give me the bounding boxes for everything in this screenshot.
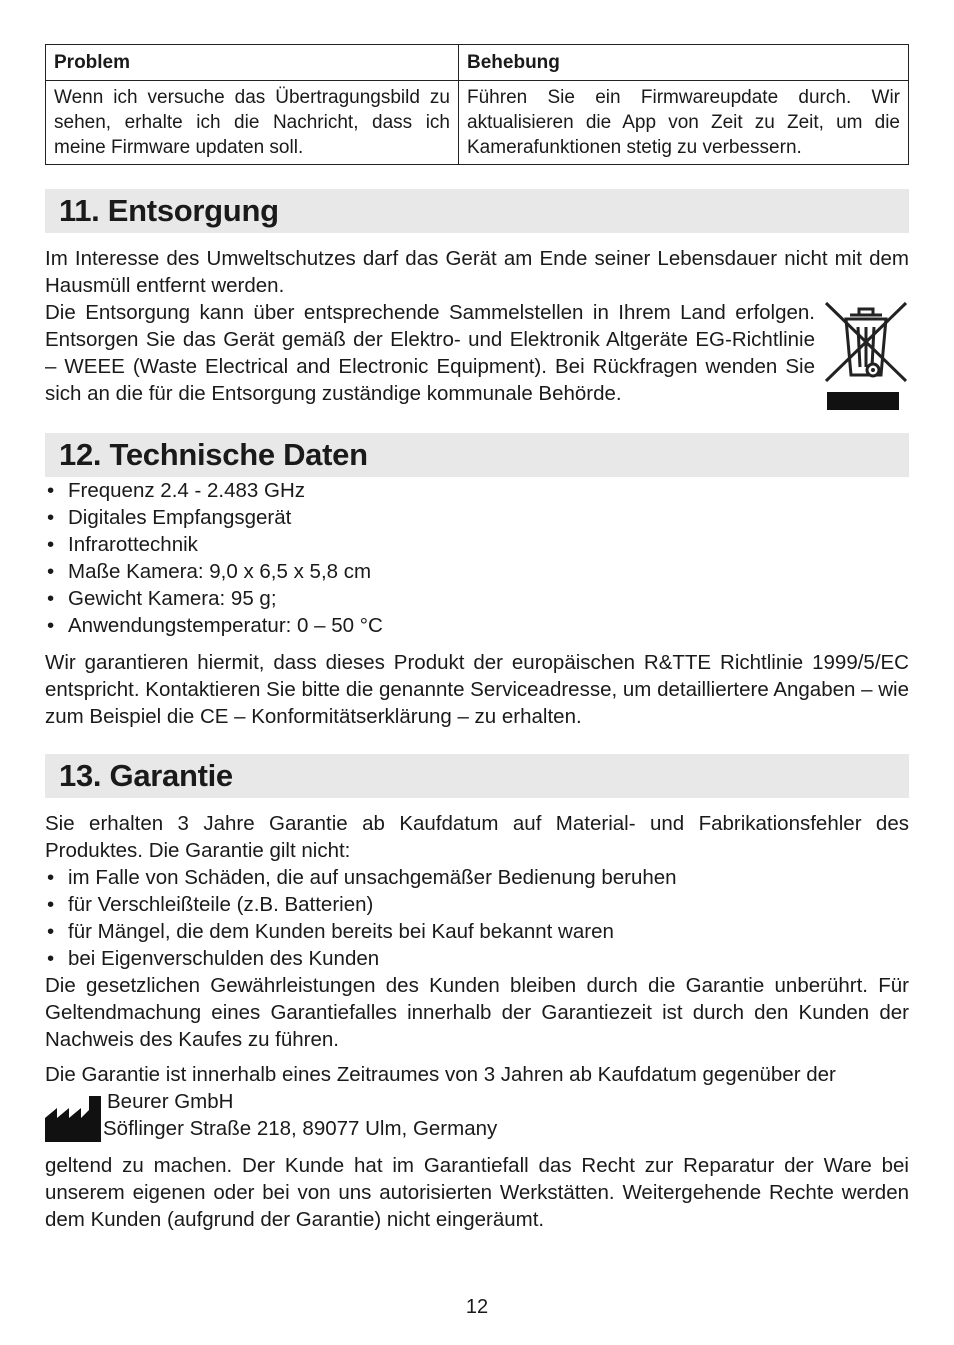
list-item: • Gewicht Kamera: 95 g; bbox=[47, 587, 277, 610]
table-header-row bbox=[46, 45, 909, 81]
page-number: 12 bbox=[465, 1296, 489, 1318]
list-item: • im Falle von Schäden, die auf unsachgemäßer Bedienung beruhen bbox=[47, 866, 677, 889]
manufacturer-address bbox=[103, 1088, 497, 1142]
table-header-solution: Behebung bbox=[459, 45, 909, 81]
table-header-problem: Problem bbox=[46, 45, 459, 81]
manufacturer-factory-icon bbox=[45, 1096, 101, 1142]
list-item: • für Verschleißteile (z.B. Batterien) bbox=[47, 893, 374, 916]
manual-page bbox=[45, 44, 909, 1233]
technical-data-list bbox=[45, 477, 909, 639]
section-heading-technical-data bbox=[45, 433, 909, 477]
warranty-paragraph-2: Die gesetzlichen Gewährleistungen des Kunden bleiben durch die Garantie unberührt. Für Geltendmachung eines Garantiefalles innerhalb der Garantiezeit ist durch den Kunden der Nachweis des Kaufes zu führen. bbox=[45, 974, 909, 1051]
list-item: • Maße Kamera: 9,0 x 6,5 x 5,8 cm bbox=[47, 560, 372, 583]
company-address: Söflinger Straße 218, 89077 Ulm, Germany bbox=[103, 1117, 498, 1140]
company-name: Beurer GmbH bbox=[107, 1090, 234, 1113]
list-item: • Infrarottechnik bbox=[47, 533, 198, 556]
warranty-exclusions-list bbox=[45, 864, 909, 972]
list-item: • für Mängel, die dem Kunden bereits bei Kauf bekannt waren bbox=[47, 920, 614, 943]
section-title: 12. Technische Daten bbox=[59, 437, 368, 472]
list-item: • Digitales Empfangsgerät bbox=[47, 506, 292, 529]
warranty-paragraph-1: Sie erhalten 3 Jahre Garantie ab Kaufdatum auf Material- und Fabrikationsfehler des Produktes. Die Garantie gilt nicht: bbox=[45, 812, 909, 862]
warranty-paragraph-3: Die Garantie ist innerhalb eines Zeitraumes von 3 Jahren ab Kaufdatum gegenüber der bbox=[45, 1063, 836, 1086]
section-heading-disposal bbox=[45, 189, 909, 233]
weee-crossed-bin-icon bbox=[823, 299, 909, 413]
table-row bbox=[46, 81, 909, 165]
table-cell-problem: Wenn ich versuche das Übertragungsbild zu sehen, erhalte ich die Nachricht, dass ich meine Firmware updaten soll. bbox=[46, 81, 459, 165]
disposal-paragraph-2: Die Entsorgung kann über entsprechende Sammelstellen in Ihrem Land erfolgen. Entsorgen Sie das Gerät gemäß der Elektro- und Elektronik Altgeräte EG-Richtlinie – WEEE (Waste Electrical and Electronic Equipment). Bei Rückfragen wenden Sie sich an die für die Entsorgung zuständige kommunale Behörde. bbox=[45, 301, 815, 405]
disposal-paragraph-1: Im Interesse des Umweltschutzes darf das Gerät am Ende seiner Lebensdauer nicht mit dem Hausmüll entfernt werden. bbox=[45, 247, 909, 297]
warranty-paragraph-4: geltend zu machen. Der Kunde hat im Garantiefall das Recht zur Reparatur der Ware bei unserem eigenen oder bei von uns autorisierten Werkstätten. Weitergehende Rechte werden dem Kunden (aufgrund der Garantie) nicht eingeräumt. bbox=[45, 1154, 909, 1231]
disposal-block bbox=[45, 299, 909, 413]
table-cell-solution: Führen Sie ein Firmwareupdate durch. Wir aktualisieren die App von Zeit zu Zeit, um die Kamerafunktionen stetig zu verbessern. bbox=[459, 81, 909, 165]
manufacturer-block bbox=[45, 1088, 909, 1142]
conformity-paragraph: Wir garantieren hiermit, dass dieses Produkt der europäischen R&TTE Richtlinie 1999/5/EC entspricht. Kontaktieren Sie bitte die genannte Serviceadresse, um detailliertere Angaben – wie zum Beispiel die CE – Konformitätserklärung – zu erhalten. bbox=[45, 651, 909, 728]
section-title: 11. Entsorgung bbox=[59, 193, 279, 228]
list-item: • Frequenz 2.4 - 2.483 GHz bbox=[47, 479, 306, 502]
section-title: 13. Garantie bbox=[59, 758, 233, 793]
section-heading-warranty bbox=[45, 754, 909, 798]
list-item: • Anwendungstemperatur: 0 – 50 °C bbox=[47, 614, 383, 637]
list-item: • bei Eigenverschulden des Kunden bbox=[47, 947, 380, 970]
troubleshooting-table bbox=[45, 44, 909, 165]
